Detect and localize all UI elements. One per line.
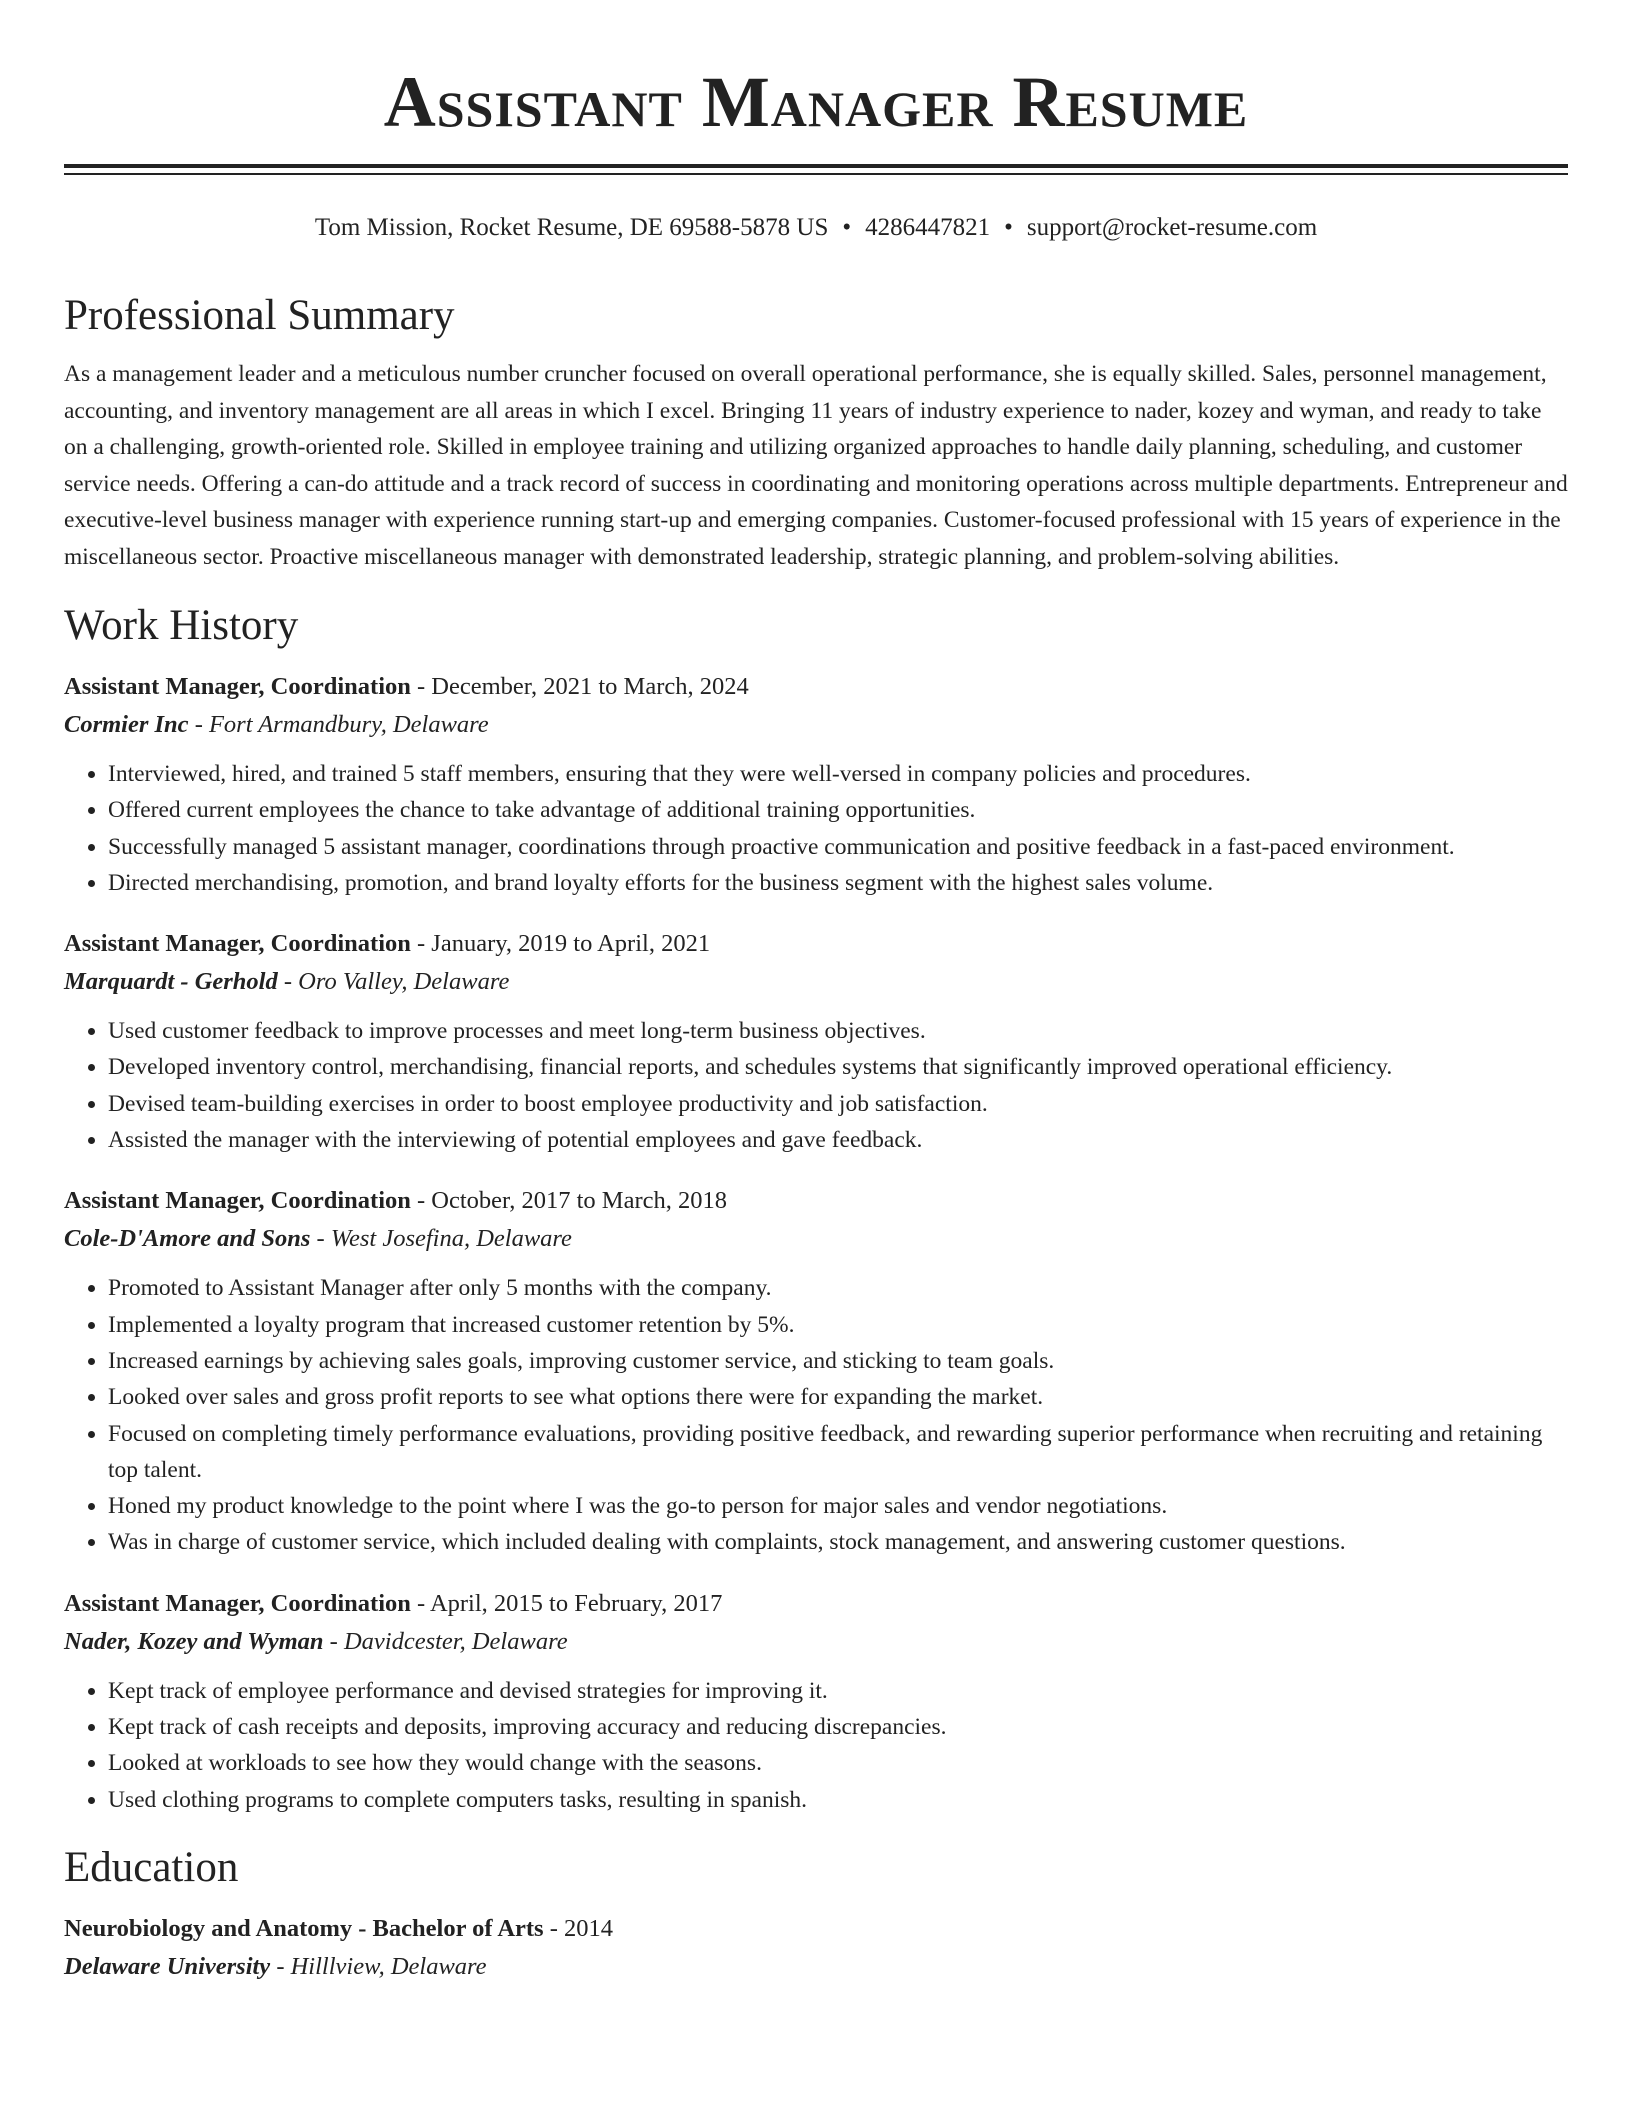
company-line bbox=[64, 963, 1568, 1001]
duty-item: • Honed my product knowledge to the point where I was the go-to person for major sales and vendor negotiations. bbox=[108, 1488, 1568, 1524]
duty-item: • Assisted the manager with the interviewing of potential employees and gave feedback. bbox=[108, 1122, 1568, 1158]
resume-title: Assistant Manager Resume bbox=[383, 62, 1249, 142]
job-company: Cole-D'Amore and Sons bbox=[64, 1225, 311, 1253]
job-company: Nader, Kozey and Wyman bbox=[64, 1627, 324, 1655]
education-degree: Neurobiology and Anatomy - Bachelor of Arts bbox=[64, 1914, 544, 1942]
job-location: - Fort Armandbury, Delaware bbox=[188, 711, 489, 738]
duty-item: • Promoted to Assistant Manager after only 5 months with the company. bbox=[108, 1270, 1568, 1306]
title-rule-thin bbox=[64, 173, 1568, 175]
contact-line bbox=[64, 211, 1568, 245]
duty-item: • Implemented a loyalty program that increased customer retention by 5%. bbox=[108, 1307, 1568, 1343]
job-location: - Davidcester, Delaware bbox=[323, 1627, 568, 1655]
contact-email: support@rocket-resume.com bbox=[1026, 214, 1318, 241]
job-entry bbox=[64, 1182, 1568, 1560]
job-entry bbox=[64, 1585, 1568, 1818]
contact-separator: • bbox=[842, 214, 852, 241]
duty-item: • Interviewed, hired, and trained 5 staff members, ensuring that they were well-versed in company policies and procedures. bbox=[108, 756, 1568, 792]
education-heading: Education bbox=[64, 1843, 239, 1891]
job-company: Cormier Inc bbox=[64, 711, 189, 738]
company-line bbox=[64, 1220, 1568, 1258]
job-duties bbox=[64, 1270, 1568, 1560]
contact-address: Tom Mission, Rocket Resume, DE 69588-5878 US bbox=[314, 214, 829, 241]
duty-item: • Increased earnings by achieving sales goals, improving customer service, and sticking to team goals. bbox=[108, 1343, 1568, 1379]
job-duties bbox=[64, 1673, 1568, 1818]
job-entry bbox=[64, 668, 1568, 901]
job-duties bbox=[64, 1013, 1568, 1158]
duty-item: • Successfully managed 5 assistant manager, coordinations through proactive communication and positive feedback in a fast-paced environment. bbox=[108, 829, 1568, 865]
job-role: Assistant Manager, Coordination bbox=[64, 930, 411, 958]
education-school-line bbox=[64, 1948, 1568, 1986]
company-line bbox=[64, 1623, 1568, 1661]
job-role: Assistant Manager, Coordination bbox=[64, 1187, 411, 1215]
education-year: - 2014 bbox=[543, 1914, 614, 1942]
education-degree-line bbox=[64, 1910, 1568, 1948]
duty-item: • Developed inventory control, merchandising, financial reports, and schedules systems that significantly improved operational efficiency. bbox=[108, 1049, 1568, 1085]
job-dates: - December, 2021 to March, 2024 bbox=[410, 673, 749, 700]
duty-item: • Kept track of employee performance and devised strategies for improving it. bbox=[108, 1673, 1568, 1709]
education-school: Delaware University bbox=[64, 1952, 271, 1980]
duty-item: • Directed merchandising, promotion, and brand loyalty efforts for the business segment with the highest sales volume. bbox=[108, 865, 1568, 901]
job-duties bbox=[64, 756, 1568, 901]
job-title-line bbox=[64, 1182, 1568, 1220]
duty-item: • Focused on completing timely performance evaluations, providing positive feedback, and rewarding superior performance when recruiting and retaining top talent. bbox=[108, 1416, 1568, 1489]
job-title-line bbox=[64, 925, 1568, 963]
job-dates: - April, 2015 to February, 2017 bbox=[410, 1589, 723, 1617]
job-role: Assistant Manager, Coordination bbox=[64, 673, 411, 700]
job-entry bbox=[64, 925, 1568, 1158]
duty-item: • Offered current employees the chance to take advantage of additional training opportunities. bbox=[108, 792, 1568, 828]
job-role: Assistant Manager, Coordination bbox=[64, 1589, 411, 1617]
job-title-line bbox=[64, 668, 1568, 706]
job-title-line bbox=[64, 1585, 1568, 1623]
job-company: Marquardt - Gerhold bbox=[64, 968, 278, 996]
work-history-heading: Work History bbox=[64, 602, 299, 649]
summary-heading: Professional Summary bbox=[64, 292, 455, 339]
duty-item: • Devised team-building exercises in order to boost employee productivity and job satisfaction. bbox=[108, 1086, 1568, 1122]
duty-item: • Used clothing programs to complete computers tasks, resulting in spanish. bbox=[108, 1782, 1568, 1818]
duty-item: • Looked at workloads to see how they would change with the seasons. bbox=[108, 1745, 1568, 1781]
education-location: - Hilllview, Delaware bbox=[270, 1952, 487, 1980]
summary-text: As a management leader and a meticulous number cruncher focused on overall operational performance, she is equally skilled. Sales, personnel management, accounting, and inventory management are all areas in which I excel. Bringing 11 years of industry experience to nader, kozey and wyman, and ready to take on a challenging, growth-oriented role. Skilled in employee training and utilizing organized approaches to handle daily planning, scheduling, and customer service needs. Offering a can-do attitude and a track record of success in coordinating and monitoring operations across multiple departments. Entrepreneur and executive-level business manager with experience running start-up and emerging companies. Customer-focused professional with 15 years of experience in the miscellaneous sector. Proactive miscellaneous manager with demonstrated leadership, strategic planning, and problem-solving abilities. bbox=[64, 361, 1568, 570]
job-location: - West Josefina, Delaware bbox=[310, 1225, 572, 1253]
duty-item: • Looked over sales and gross profit reports to see what options there were for expanding the market. bbox=[108, 1379, 1568, 1415]
job-location: - Oro Valley, Delaware bbox=[277, 968, 510, 996]
job-dates: - October, 2017 to March, 2018 bbox=[410, 1187, 727, 1215]
duty-item: • Was in charge of customer service, which included dealing with complaints, stock management, and answering customer questions. bbox=[108, 1524, 1568, 1560]
job-dates: - January, 2019 to April, 2021 bbox=[410, 930, 711, 958]
duty-item: • Used customer feedback to improve processes and meet long-term business objectives. bbox=[108, 1013, 1568, 1049]
duty-item: • Kept track of cash receipts and deposits, improving accuracy and reducing discrepancies. bbox=[108, 1709, 1568, 1745]
contact-phone: 4286447821 bbox=[865, 214, 991, 241]
company-line bbox=[64, 706, 1568, 744]
contact-separator: • bbox=[1004, 214, 1013, 241]
